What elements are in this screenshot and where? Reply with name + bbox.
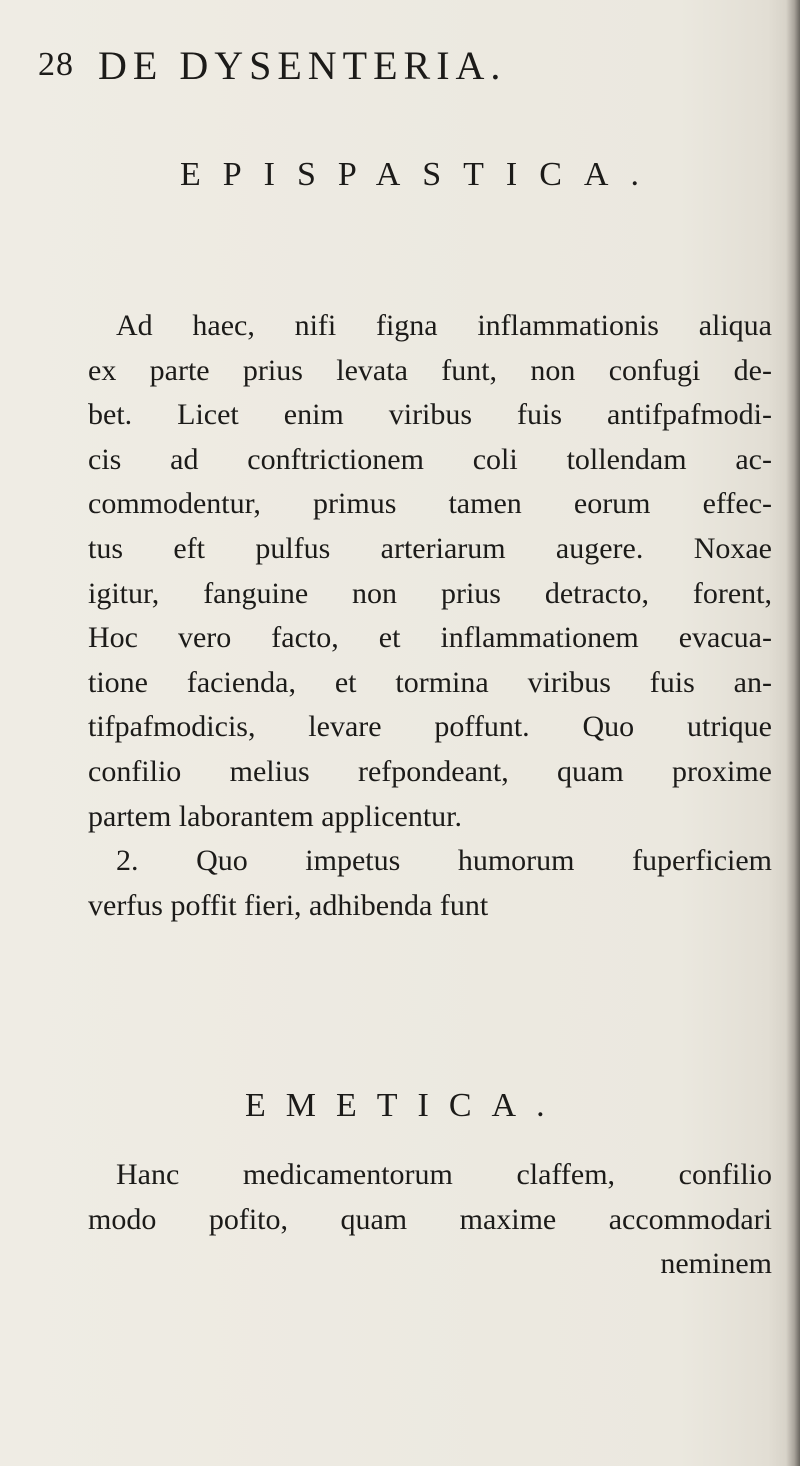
text-line: Hoc vero facto, et inflammationem evacua- [88,621,772,655]
text-line: Ad haec, nifi figna inflammationis aliqua [116,309,772,342]
paragraph-emetica [88,1153,772,1287]
catchword: neminem [660,1247,772,1281]
text-line: bet. Licet enim viribus fuis antifpafmodi- [88,398,772,432]
text-line: igitur, fanguine non prius detracto, forent, [88,576,772,610]
page-edge-shadow [786,0,800,1466]
text-line: commodentur, primus tamen eorum effec- [88,487,772,521]
section-heading-emetica: EMETICA. [245,1087,565,1124]
text-line: cis ad conftrictionem coli tollendam ac- [88,442,772,476]
running-head [38,42,738,92]
text-line: verfus poffit fieri, adhibenda funt [88,888,489,922]
text-line: 2. Quo impetus humorum fuperficiem [116,844,772,878]
text-line: confilio melius refpondeant, quam proxime [88,754,772,788]
text-line: tifpafmodicis, levare poffunt. Quo utrique [88,710,772,744]
page-number: 28 [38,46,74,83]
text-line: Hanc medicamentorum claffem, confilio [116,1158,772,1191]
section-heading-epispastica: EPISPASTICA. [180,156,661,193]
text-line: modo pofito, quam maxime accommodari [88,1202,772,1236]
text-line: tus eft pulfus arteriarum augere. Noxae [88,531,772,565]
paragraph-epispastica [88,304,772,928]
running-title: DE DYSENTERIA. [98,43,507,88]
text-line: tione facienda, et tormina viribus fuis an- [88,665,772,699]
text-line: partem laborantem applicentur. [88,799,463,833]
text-line: ex parte prius levata funt, non confugi de- [88,353,772,387]
